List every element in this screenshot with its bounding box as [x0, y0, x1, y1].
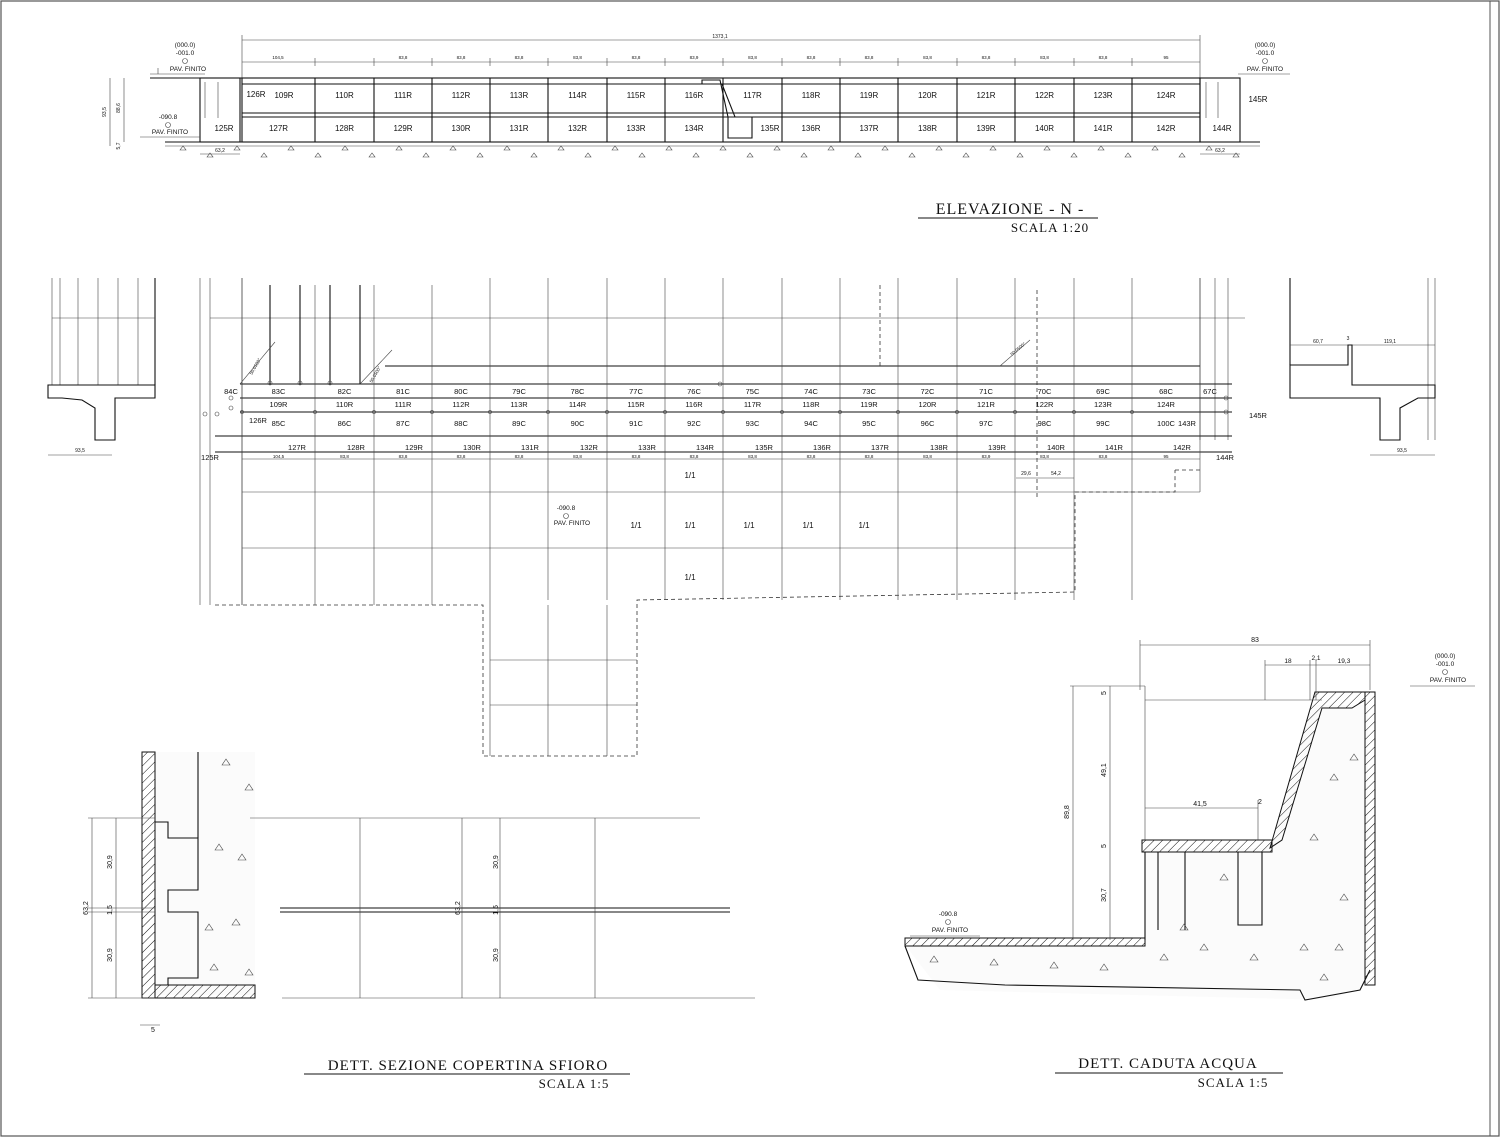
- elev-left-dim-2: 88,6: [116, 103, 122, 113]
- elev-tile-label: 117R: [743, 91, 762, 100]
- elev-tile-label: 128R: [334, 124, 355, 133]
- plan-r-label: 121R: [977, 400, 995, 409]
- svg-text:(000.0): (000.0): [1254, 42, 1276, 49]
- svg-text:PAV. FINITO: PAV. FINITO: [1429, 677, 1467, 684]
- plan-span-dim: 83,8: [923, 454, 932, 459]
- plan-c-label: 70C: [1037, 387, 1052, 396]
- plan-r-label: 120R: [918, 400, 937, 409]
- plan-c-label: 96C: [920, 419, 935, 428]
- plan-c-label: 95C: [862, 419, 876, 428]
- plan-tile-mark: 1/1: [684, 573, 696, 582]
- sfioro-dim-bottom: 5: [151, 1027, 155, 1034]
- plan-r-label: 132R: [580, 443, 598, 452]
- sfioro-dim-mid-3: 30,9: [493, 948, 500, 962]
- svg-text:-001.0: -001.0: [1255, 50, 1275, 57]
- elev-tile-label: 133R: [626, 124, 646, 133]
- plan-r-label: 142R: [1173, 443, 1191, 452]
- ground-mark: [1206, 146, 1212, 150]
- ground-mark: [423, 153, 429, 157]
- plan-span-dim: 104,5: [272, 454, 285, 459]
- elev-tile-label: 113R: [509, 91, 529, 100]
- plan-r-label: 135R: [755, 443, 773, 452]
- plan-r-label: 110R: [335, 400, 354, 409]
- ground-mark: [909, 153, 915, 157]
- svg-text:-090.8: -090.8: [938, 911, 958, 918]
- plan-small-dim-1: 29,6: [1021, 471, 1031, 477]
- ground-mark: [990, 146, 996, 150]
- elev-span-dim: 83,8: [806, 55, 816, 60]
- ground-mark: [666, 146, 672, 150]
- plan-r-label: 127R: [288, 443, 306, 452]
- sfioro-dim-left-2: 1,5: [107, 905, 114, 915]
- svg-text:-090.8: -090.8: [556, 505, 576, 512]
- ground-mark: [774, 146, 780, 150]
- plan-span-dim: 83,8: [806, 454, 816, 459]
- elev-tile-label: 142R: [1156, 124, 1176, 133]
- plan-tile-mark: 1/1: [684, 521, 696, 530]
- plan-r-row-bottom: [288, 443, 1192, 452]
- svg-text:(000.0): (000.0): [174, 42, 196, 49]
- elev-span-dim: 83,8: [456, 55, 466, 60]
- elev-tile-label: 124R: [1156, 91, 1176, 100]
- ground-mark: [639, 153, 645, 157]
- plan-r-label: 114R: [568, 400, 587, 409]
- plan-span-dim: 95: [1163, 454, 1169, 459]
- sfioro-dim-mid-total: 63,2: [455, 901, 462, 915]
- plan-c-label: 72C: [920, 387, 935, 396]
- elev-tile-label: 110R: [335, 91, 354, 100]
- elevation-span-dims: [272, 55, 1169, 60]
- plan-span-dim: 83,8: [631, 454, 641, 459]
- elev-label-125R: 125R: [214, 124, 234, 133]
- elev-tile-label: 127R: [268, 124, 289, 133]
- elev-label-145R: 145R: [1248, 95, 1268, 104]
- elev-foot-dim-left: 63,2: [215, 148, 225, 154]
- elev-span-dim: 83,8: [631, 55, 641, 60]
- plan-r-label: 137R: [871, 443, 889, 452]
- plan-c-label: 94C: [804, 419, 818, 428]
- svg-text:PAV. FINITO: PAV. FINITO: [169, 66, 207, 73]
- plan-right-section: [1290, 278, 1435, 455]
- caduta-side-dim-4: 30,7: [1101, 888, 1108, 902]
- plan-r-label: 136R: [813, 443, 831, 452]
- plan-r-label: 131R: [521, 443, 539, 452]
- plan-span-dim: 83,8: [748, 454, 757, 459]
- ground-mark: [936, 146, 942, 150]
- caduta-sub-dim-2: 2,1: [1311, 655, 1321, 662]
- plan-tile-mark: 1/1: [802, 521, 814, 530]
- elev-level-top-right: [1238, 42, 1290, 74]
- plan-r-label: 139R: [988, 443, 1006, 452]
- ground-mark: [1071, 153, 1077, 157]
- ground-mark: [1125, 153, 1131, 157]
- plan-span-dim: 83,8: [573, 454, 582, 459]
- sfioro-dim-left-1: 30,9: [107, 855, 114, 869]
- caduta-side-dim-2: 49,1: [1101, 763, 1108, 777]
- plan-c-label: 97C: [979, 419, 993, 428]
- sfioro-dim-mid-2: 1,5: [493, 905, 500, 915]
- plan-span-dim: 83,8: [864, 454, 874, 459]
- plan-c-label: 77C: [629, 387, 643, 396]
- plan-c-label: 74C: [804, 387, 818, 396]
- elev-left-dim-3: 5,7: [116, 142, 122, 150]
- plan-label-143R: 143R: [1178, 419, 1196, 428]
- plan-c-label: 86C: [337, 419, 352, 428]
- ground-mark: [720, 146, 726, 150]
- sfioro-title: DETT. SEZIONE COPERTINA SFIORO: [327, 1058, 609, 1074]
- elev-tile-label: 112R: [451, 91, 471, 100]
- plan-c-row-top: [224, 387, 1217, 396]
- plan-span-dim: 83,8: [1098, 454, 1108, 459]
- plan-left-side-dim: 93,5: [75, 448, 85, 454]
- ground-mark: [1017, 153, 1023, 157]
- ground-mark: [693, 153, 699, 157]
- ground-mark: [1098, 146, 1104, 150]
- elev-tile-label: 114R: [568, 91, 587, 100]
- elevation-view: [102, 34, 1290, 235]
- sfioro-dim-left-3: 30,9: [107, 948, 114, 962]
- plan-c-label: 73C: [862, 387, 876, 396]
- elev-tile-label: 115R: [626, 91, 646, 100]
- svg-text:PAV. FINITO: PAV. FINITO: [553, 520, 591, 527]
- ground-mark: [1152, 146, 1158, 150]
- elev-span-dim: 83,8: [1040, 55, 1049, 60]
- elev-label-144R: 144R: [1212, 124, 1232, 133]
- plan-column-lines: [242, 278, 1200, 605]
- plan-slope-note-2: 50,0500°: [368, 365, 382, 384]
- ground-mark: [585, 153, 591, 157]
- elevation-title: ELEVAZIONE - N -: [935, 201, 1085, 218]
- ground-mark: [1233, 153, 1239, 157]
- elev-left-dim-1: 93,5: [102, 107, 108, 117]
- elev-span-dim: 104,5: [272, 55, 284, 60]
- plan-r-label: 141R: [1105, 443, 1123, 452]
- caduta-level-top: [1410, 653, 1475, 686]
- detail-caduta: [905, 637, 1475, 1090]
- plan-c-label: 67C: [1203, 387, 1217, 396]
- plan-span-dim: 83,8: [398, 454, 408, 459]
- plan-c-label: 84C: [224, 387, 238, 396]
- caduta-sub-dim-3: 19,3: [1337, 658, 1351, 665]
- ground-mark: [207, 153, 213, 157]
- elev-tile-label: 134R: [684, 124, 704, 133]
- ground-mark: [261, 153, 267, 157]
- plan-label-125R: 125R: [201, 453, 219, 462]
- plan-c-label: 91C: [629, 419, 643, 428]
- ground-mark: [504, 146, 510, 150]
- plan-tile-mark: 1/1: [630, 521, 642, 530]
- caduta-level-bottom: [910, 911, 980, 936]
- sfioro-scale: SCALA 1:5: [538, 1076, 610, 1091]
- plan-tile-mark: 1/1: [743, 521, 755, 530]
- plan-r-label: 140R: [1047, 443, 1065, 452]
- ground-mark: [315, 153, 321, 157]
- plan-r-label: 112R: [452, 400, 470, 409]
- plan-span-dims: [242, 454, 1200, 459]
- plan-c-label: 87C: [396, 419, 410, 428]
- elev-overall-dim: 1373,1: [712, 34, 728, 40]
- plan-c-label: 79C: [512, 387, 526, 396]
- elev-tile-label: 111R: [394, 91, 412, 100]
- elev-tile-label: 135R: [760, 124, 780, 133]
- plan-r-label: 109R: [269, 400, 288, 409]
- ground-mark: [234, 146, 240, 150]
- plan-c-label: 88C: [454, 419, 468, 428]
- plan-c-label: 81C: [396, 387, 410, 396]
- svg-text:-001.0: -001.0: [175, 50, 195, 57]
- elev-foot-dim-right: 63,2: [1215, 148, 1225, 154]
- elevation-ground-marks: [180, 146, 1239, 157]
- elev-tile-label: 119R: [859, 91, 879, 100]
- elev-tile-label: 136R: [801, 124, 821, 133]
- plan-slope-note-3: 50,0500°: [1009, 341, 1027, 357]
- ground-mark: [531, 153, 537, 157]
- elev-tile-label: 122R: [1034, 91, 1055, 100]
- elev-level-bottom-left: [140, 114, 200, 137]
- plan-level-marker: [554, 505, 590, 527]
- elevation-dividers: [315, 58, 1132, 142]
- elev-tile-label: 130R: [451, 124, 471, 133]
- plan-c-label: 83C: [271, 387, 286, 396]
- elev-span-dim: 83,8: [748, 55, 757, 60]
- plan-c-label: 99C: [1096, 419, 1110, 428]
- ground-mark: [477, 153, 483, 157]
- elev-tile-label: 139R: [976, 124, 996, 133]
- plan-r-label: 119R: [860, 400, 878, 409]
- plan-r-label: 130R: [463, 443, 481, 452]
- elevation-lower-tiles: [269, 124, 1176, 133]
- ground-mark: [747, 153, 753, 157]
- elev-span-dim: 83,8: [573, 55, 582, 60]
- plan-c-label: 68C: [1159, 387, 1173, 396]
- svg-text:PAV. FINITO: PAV. FINITO: [151, 129, 189, 136]
- svg-text:(000.0): (000.0): [1434, 653, 1456, 660]
- elev-tile-label: 120R: [917, 91, 938, 100]
- plan-span-dim: 83,9: [981, 454, 991, 459]
- elev-tile-label: 121R: [976, 91, 996, 100]
- plan-c-row-low: [272, 419, 1176, 428]
- caduta-top-dim: 83: [1251, 637, 1259, 644]
- elev-span-dim: 83,8: [981, 55, 991, 60]
- ground-mark: [882, 146, 888, 150]
- plan-label-126R: 126R: [249, 416, 267, 425]
- caduta-title: DETT. CADUTA ACQUA: [1078, 1056, 1258, 1072]
- elev-span-dim: 83,8: [1098, 55, 1108, 60]
- plan-r-label: 124R: [1157, 400, 1175, 409]
- ground-mark: [342, 146, 348, 150]
- elev-tile-label: 129R: [393, 124, 413, 133]
- plan-c-label: 71C: [979, 387, 993, 396]
- plan-c-label: 75C: [745, 387, 760, 396]
- plan-span-dim: 83,8: [1040, 454, 1049, 459]
- caduta-side-dim-3: 5: [1101, 844, 1108, 848]
- elevation-scale: SCALA 1:20: [1010, 220, 1090, 235]
- plan-r-label: 122R: [1035, 400, 1054, 409]
- elev-span-dim: 83,8: [923, 55, 932, 60]
- elev-tile-label: 118R: [801, 91, 821, 100]
- elev-tile-label: 116R: [684, 91, 704, 100]
- plan-r-label: 129R: [405, 443, 423, 452]
- sfioro-dim-mid-1: 30,9: [493, 855, 500, 869]
- ground-mark: [288, 146, 294, 150]
- elev-label-126R: 126R: [246, 90, 266, 99]
- caduta-sub-dim-1: 18: [1284, 658, 1292, 665]
- elev-span-dim: 95: [1163, 55, 1169, 60]
- caduta-side-dim-1: 5: [1101, 691, 1108, 695]
- plan-tile-mark: 1/1: [858, 521, 870, 530]
- ground-mark: [963, 153, 969, 157]
- plan-r-label: 134R: [696, 443, 714, 452]
- plan-small-dim-2: 54,2: [1051, 471, 1061, 477]
- ground-mark: [612, 146, 618, 150]
- ground-mark: [828, 146, 834, 150]
- elev-span-dim: 83,8: [398, 55, 408, 60]
- plan-r-label: 123R: [1094, 400, 1112, 409]
- plan-r-label: 111R: [394, 400, 412, 409]
- caduta-side-dim-total: 89,8: [1064, 805, 1071, 819]
- detail-sfioro: [83, 752, 755, 1091]
- plan-r-row-mid: [270, 400, 1176, 409]
- plan-r-label: 113R: [510, 400, 528, 409]
- elev-tile-label: 131R: [509, 124, 529, 133]
- ground-mark: [558, 146, 564, 150]
- sfioro-dim-left-total: 63,2: [83, 901, 90, 915]
- elev-tile-label: 132R: [567, 124, 588, 133]
- elev-tile-label: 109R: [274, 91, 294, 100]
- ground-mark: [801, 153, 807, 157]
- plan-r-label: 116R: [685, 400, 703, 409]
- plan-c-label: 80C: [454, 387, 468, 396]
- ground-mark: [180, 146, 186, 150]
- plan-c-label: 76C: [687, 387, 701, 396]
- elev-tile-label: 137R: [859, 124, 879, 133]
- elev-tile-label: 141R: [1093, 124, 1113, 133]
- elev-tile-label: 138R: [917, 124, 938, 133]
- plan-c-label: 85C: [271, 419, 286, 428]
- plan-left-section: [48, 278, 155, 455]
- plan-r-label: 133R: [638, 443, 656, 452]
- plan-span-dim: 83,8: [456, 454, 466, 459]
- plan-c-label: 82C: [337, 387, 352, 396]
- svg-text:-090.8: -090.8: [158, 114, 178, 121]
- plan-label-145R: 145R: [1249, 411, 1267, 420]
- plan-c-label: 100C: [1157, 419, 1175, 428]
- plan-tile-mark: 1/1: [684, 471, 696, 480]
- caduta-seat-dim-2: 2: [1258, 799, 1262, 806]
- svg-text:-001.0: -001.0: [1435, 661, 1455, 668]
- ground-mark: [855, 153, 861, 157]
- plan-r-label: 128R: [347, 443, 365, 452]
- plan-span-dim: 83,8: [340, 454, 349, 459]
- plan-c-label: 98C: [1037, 419, 1052, 428]
- caduta-seat-dim: 41,5: [1193, 801, 1207, 808]
- plan-right-dim-3: 119,1: [1383, 339, 1397, 345]
- caduta-scale: SCALA 1:5: [1197, 1075, 1269, 1090]
- elev-level-top-left: [150, 42, 206, 74]
- elev-span-dim: 83,9: [689, 55, 699, 60]
- plan-r-label: 117R: [743, 400, 762, 409]
- ground-mark: [1179, 153, 1185, 157]
- plan-label-144R: 144R: [1216, 453, 1234, 462]
- plan-r-label: 118R: [802, 400, 820, 409]
- plan-right-dim-4: 93,5: [1397, 448, 1407, 454]
- plan-view: [48, 278, 1435, 756]
- ground-mark: [396, 146, 402, 150]
- plan-tile-grid: [200, 278, 1245, 756]
- svg-text:PAV. FINITO: PAV. FINITO: [1246, 66, 1284, 73]
- elev-tile-label: 123R: [1093, 91, 1113, 100]
- plan-span-dim: 83,8: [689, 454, 699, 459]
- plan-c-label: 93C: [745, 419, 760, 428]
- elev-span-dim: 83,8: [514, 55, 524, 60]
- elev-span-dim: 83,8: [864, 55, 874, 60]
- ground-mark: [1044, 146, 1050, 150]
- plan-right-dim-1: 60,7: [1313, 339, 1323, 345]
- plan-right-dim-2: 3: [1346, 336, 1350, 342]
- plan-c-label: 69C: [1096, 387, 1110, 396]
- plan-c-label: 78C: [570, 387, 585, 396]
- plan-span-dim: 83,8: [514, 454, 524, 459]
- svg-text:PAV. FINITO: PAV. FINITO: [931, 927, 969, 934]
- plan-c-label: 92C: [687, 419, 701, 428]
- elev-tile-label: 140R: [1034, 124, 1055, 133]
- plan-slope-note-1: 50,0500°: [248, 357, 262, 376]
- plan-c-label: 90C: [570, 419, 585, 428]
- ground-mark: [450, 146, 456, 150]
- plan-r-label: 138R: [930, 443, 948, 452]
- ground-mark: [369, 153, 375, 157]
- plan-r-label: 115R: [627, 400, 645, 409]
- plan-c-label: 89C: [512, 419, 526, 428]
